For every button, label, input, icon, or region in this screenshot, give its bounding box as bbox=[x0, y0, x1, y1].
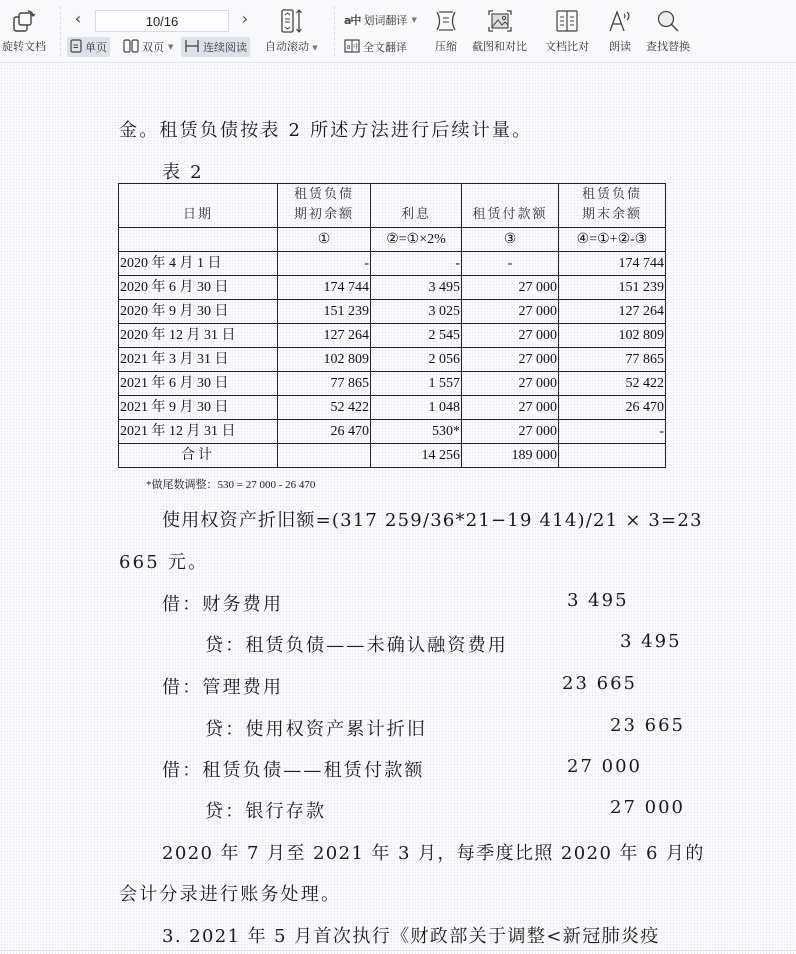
quarterly-paragraph-line1: 2020 年 7 月至 2021 年 3 月，每季度比照 2020 年 6 月的 bbox=[162, 843, 705, 864]
double-page-button[interactable] bbox=[120, 37, 176, 57]
document-compare-icon bbox=[554, 6, 580, 36]
intro-paragraph: 金。租赁负债按表 2 所述方法进行后续计量。 bbox=[119, 120, 533, 141]
svg-text:中: 中 bbox=[353, 42, 360, 51]
screenshot-compare-label: 截图和对比 bbox=[472, 40, 527, 53]
table-cell: - bbox=[462, 252, 559, 276]
journal-entry-text: 借：租赁负债——租赁付款额 bbox=[162, 760, 425, 781]
chevron-down-icon: ▼ bbox=[310, 44, 318, 52]
table-cell: 3 495 bbox=[371, 276, 462, 300]
search-icon bbox=[655, 6, 681, 36]
depreciation-paragraph-line2: 665 元。 bbox=[119, 552, 209, 573]
table-cell: 14 256 bbox=[371, 444, 462, 468]
continuous-reading-icon bbox=[184, 39, 200, 56]
chevron-down-icon: ▼ bbox=[411, 16, 417, 24]
table-cell: 77 865 bbox=[278, 372, 371, 396]
table-cell: 27 000 bbox=[462, 372, 559, 396]
table-cell: 127 264 bbox=[559, 300, 666, 324]
table-cell: 27 000 bbox=[462, 300, 559, 324]
table-row bbox=[119, 420, 666, 444]
table-cell: 2021 年 9 月 30 日 bbox=[119, 396, 278, 420]
rotate-document-label: 旋转文档 bbox=[2, 40, 46, 53]
table-cell: ③ bbox=[462, 228, 559, 252]
journal-entry-amount: 27 000 bbox=[567, 756, 642, 777]
header-payment: 租赁付款额 bbox=[462, 184, 559, 228]
table-cell: 27 000 bbox=[462, 324, 559, 348]
read-aloud-label: 朗读 bbox=[609, 40, 631, 53]
journal-entry-text: 贷：租赁负债——未确认融资费用 bbox=[205, 635, 508, 656]
table-cell: 174 744 bbox=[278, 276, 371, 300]
table-cell: 26 470 bbox=[278, 420, 371, 444]
header-interest: 利息 bbox=[371, 184, 462, 228]
find-replace-label: 查找替换 bbox=[646, 40, 690, 53]
table-cell: 151 239 bbox=[559, 276, 666, 300]
toolbar bbox=[0, 0, 796, 63]
journal-entry-amount: 3 495 bbox=[620, 631, 682, 652]
table-cell: 52 422 bbox=[559, 372, 666, 396]
table-row bbox=[119, 300, 666, 324]
table-footnote: *做尾数调整：530 = 27 000 - 26 470 bbox=[146, 479, 316, 491]
auto-scroll-icon bbox=[278, 6, 304, 36]
journal-entry-text: 借：管理费用 bbox=[162, 677, 284, 698]
table-cell: 1 557 bbox=[371, 372, 462, 396]
table-header-row bbox=[119, 184, 666, 228]
screenshot-compare-button[interactable] bbox=[472, 6, 527, 54]
word-translate-label: 划词翻译 bbox=[363, 14, 408, 27]
table-cell: 2 056 bbox=[371, 348, 462, 372]
journal-entry-text: 贷：使用权资产累计折旧 bbox=[205, 719, 428, 740]
rotate-icon bbox=[11, 6, 37, 36]
table-row bbox=[119, 252, 666, 276]
table-cell: 2020 年 9 月 30 日 bbox=[119, 300, 278, 324]
journal-entry-amount: 3 495 bbox=[567, 590, 629, 611]
journal-entry-text: 借：财务费用 bbox=[162, 594, 284, 615]
page-number-input[interactable] bbox=[95, 10, 229, 32]
full-translate-button[interactable] bbox=[341, 37, 410, 57]
document-compare-button[interactable] bbox=[545, 6, 589, 54]
auto-scroll-label: 自动滚动 bbox=[265, 40, 309, 53]
single-page-button[interactable] bbox=[67, 37, 110, 57]
header-opening-balance: 租赁负债 期初余额 bbox=[278, 184, 371, 228]
table-row bbox=[119, 348, 666, 372]
header-closing-balance: 租赁负债 期末余额 bbox=[559, 184, 666, 228]
table-cell: 2021 年 6 月 30 日 bbox=[119, 372, 278, 396]
formula-row bbox=[119, 228, 666, 252]
page-bottom-edge bbox=[0, 950, 796, 951]
svg-text:a: a bbox=[346, 43, 351, 51]
find-replace-button[interactable] bbox=[646, 6, 690, 54]
table-cell: 2020 年 12 月 31 日 bbox=[119, 324, 278, 348]
full-translate-label: 全文翻译 bbox=[363, 41, 407, 54]
prev-page-button[interactable]: ‹ bbox=[74, 9, 82, 28]
header-date: 日期 bbox=[119, 184, 278, 228]
journal-entry-text: 贷：银行存款 bbox=[205, 801, 327, 822]
continuous-reading-label: 连续阅读 bbox=[203, 41, 247, 54]
table-cell: 530* bbox=[371, 420, 462, 444]
table-cell bbox=[278, 444, 371, 468]
journal-entry-amount: 23 665 bbox=[562, 673, 637, 694]
table-cell: - bbox=[559, 420, 666, 444]
next-item-paragraph: 3. 2021 年 5 月首次执行《财政部关于调整<新冠肺炎疫 bbox=[162, 926, 660, 947]
rotate-document-button[interactable] bbox=[2, 6, 46, 54]
read-aloud-icon bbox=[607, 6, 633, 36]
table-cell: 102 809 bbox=[559, 324, 666, 348]
table-cell: 27 000 bbox=[462, 396, 559, 420]
table-cell: 3 025 bbox=[371, 300, 462, 324]
lease-liability-table bbox=[118, 183, 666, 468]
table-cell: ②=①×2% bbox=[371, 228, 462, 252]
table-cell bbox=[559, 444, 666, 468]
table-cell: 127 264 bbox=[278, 324, 371, 348]
table-cell: 26 470 bbox=[559, 396, 666, 420]
single-page-label: 单页 bbox=[85, 41, 107, 54]
table-cell: ④=①+②-③ bbox=[559, 228, 666, 252]
table-caption: 表 2 bbox=[162, 162, 204, 183]
compress-label: 压缩 bbox=[435, 40, 457, 53]
table-cell: 174 744 bbox=[559, 252, 666, 276]
table-cell: 77 865 bbox=[559, 348, 666, 372]
table-cell: - bbox=[371, 252, 462, 276]
table-cell bbox=[119, 228, 278, 252]
single-page-icon bbox=[70, 39, 82, 56]
depreciation-paragraph-line1: 使用权资产折旧额=(317 259/36*21−19 414)/21 × 3=23 bbox=[162, 510, 703, 531]
table-row bbox=[119, 276, 666, 300]
document-page bbox=[0, 64, 796, 954]
continuous-reading-button[interactable] bbox=[181, 37, 250, 57]
auto-scroll-button[interactable] bbox=[265, 6, 318, 54]
table-cell: 2020 年 4 月 1 日 bbox=[119, 252, 278, 276]
table-cell: 189 000 bbox=[462, 444, 559, 468]
table-cell: 2021 年 12 月 31 日 bbox=[119, 420, 278, 444]
table-cell: ① bbox=[278, 228, 371, 252]
document-compare-label: 文档比对 bbox=[545, 40, 589, 53]
double-page-icon bbox=[123, 39, 139, 56]
table-cell: 2 545 bbox=[371, 324, 462, 348]
screenshot-icon bbox=[486, 6, 514, 36]
quarterly-paragraph-line2: 会计分录进行账务处理。 bbox=[119, 884, 342, 905]
separator bbox=[334, 6, 335, 56]
table-row bbox=[119, 372, 666, 396]
table-cell: 2021 年 3 月 31 日 bbox=[119, 348, 278, 372]
read-aloud-button[interactable] bbox=[607, 6, 633, 54]
table-cell: 1 048 bbox=[371, 396, 462, 420]
compress-icon bbox=[433, 6, 459, 36]
table-cell: 151 239 bbox=[278, 300, 371, 324]
translate-icon: a中 bbox=[344, 14, 361, 27]
chevron-down-icon: ▼ bbox=[168, 43, 174, 51]
double-page-label: 双页 bbox=[142, 41, 164, 54]
table-total-row bbox=[119, 444, 666, 468]
table-cell: 27 000 bbox=[462, 348, 559, 372]
table-cell: 102 809 bbox=[278, 348, 371, 372]
word-translate-button[interactable] bbox=[341, 10, 420, 30]
journal-entry-amount: 27 000 bbox=[610, 797, 685, 818]
table-cell: 52 422 bbox=[278, 396, 371, 420]
compress-button[interactable] bbox=[433, 6, 459, 54]
journal-entry-amount: 23 665 bbox=[610, 715, 685, 736]
next-page-button[interactable]: › bbox=[241, 9, 249, 28]
table-row bbox=[119, 324, 666, 348]
table-cell: - bbox=[278, 252, 371, 276]
table-row bbox=[119, 396, 666, 420]
table-cell: 2020 年 6 月 30 日 bbox=[119, 276, 278, 300]
table-cell: 27 000 bbox=[462, 420, 559, 444]
table-cell: 27 000 bbox=[462, 276, 559, 300]
full-translate-icon bbox=[344, 39, 360, 56]
table-cell: 合计 bbox=[119, 444, 278, 468]
separator bbox=[60, 6, 61, 56]
